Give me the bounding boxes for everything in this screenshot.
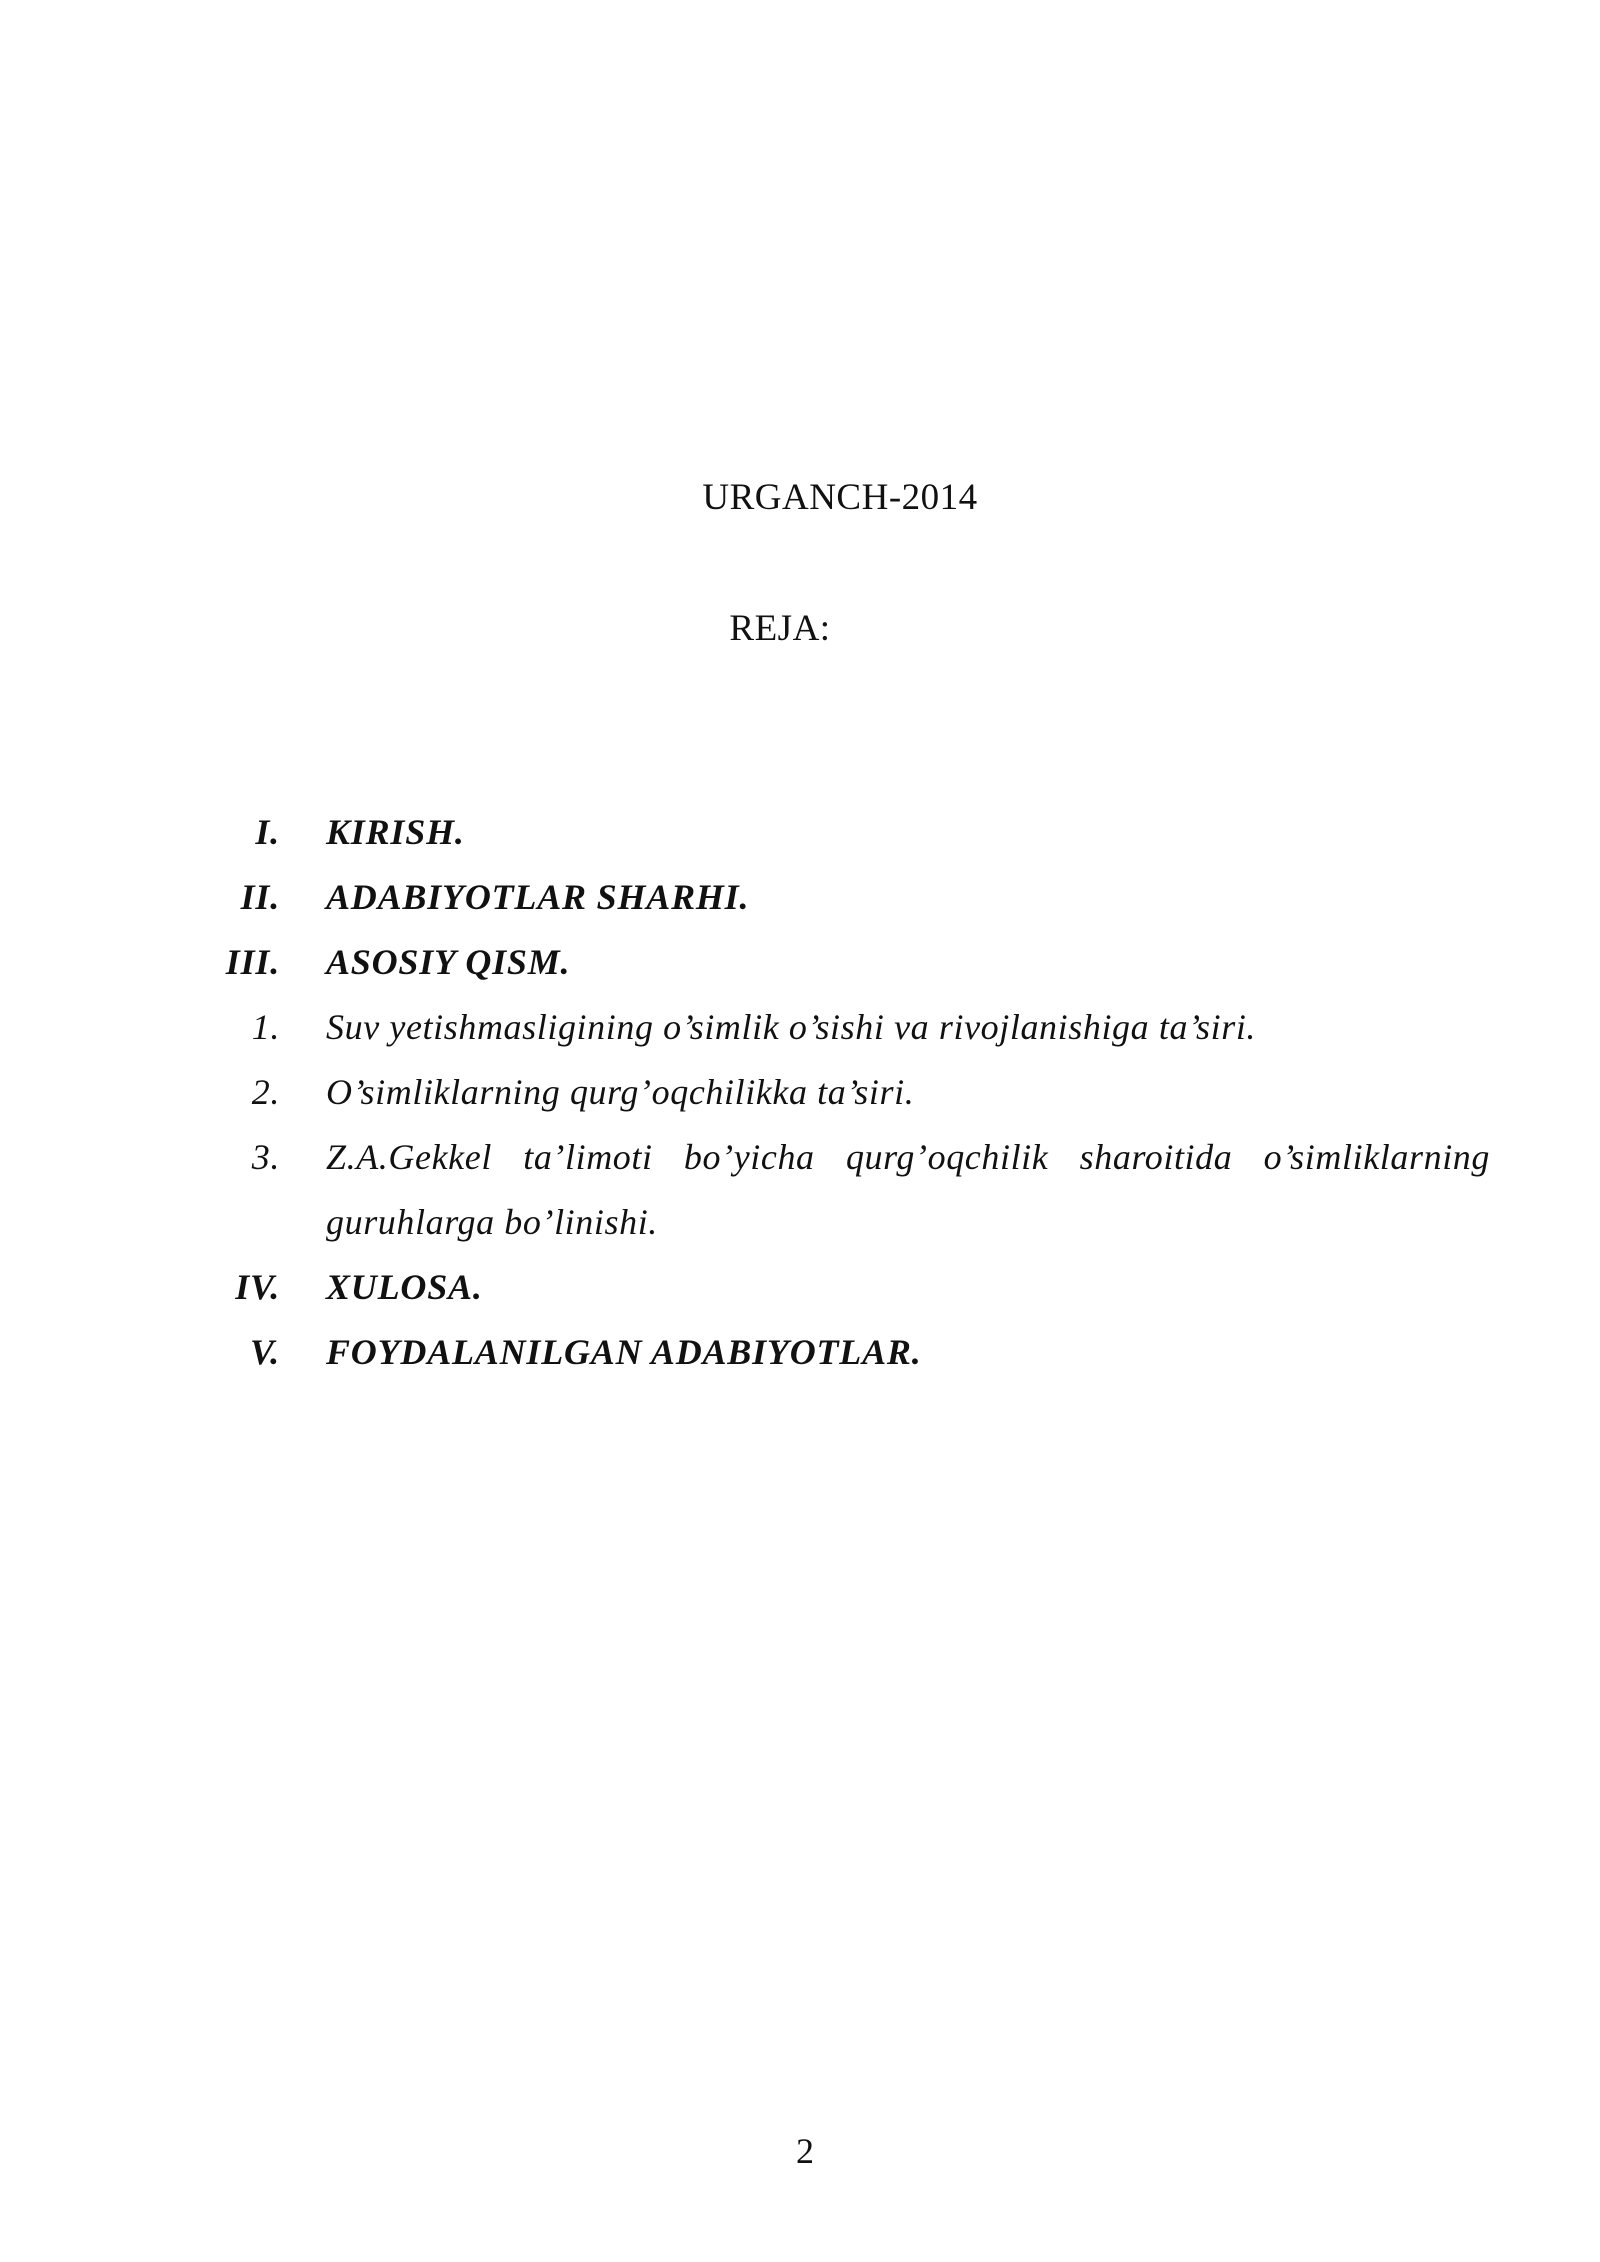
toc-marker: III. (225, 942, 280, 982)
plan-title: REJA: (729, 608, 831, 649)
toc-marker: 2. (251, 1072, 280, 1112)
toc-item-xulosa (160, 1255, 1490, 1320)
toc-marker: 1. (251, 1007, 280, 1047)
table-of-contents (160, 800, 1490, 1385)
toc-marker: 3. (251, 1137, 280, 1177)
toc-text: KIRISH. (326, 812, 465, 852)
toc-item-kirish (160, 800, 1490, 865)
toc-marker: IV. (235, 1267, 280, 1307)
toc-text: ADABIYOTLAR SHARHI. (326, 877, 750, 917)
toc-item-asosiy-qism (160, 930, 1490, 995)
toc-text: ASOSIY QISM. (326, 942, 571, 982)
toc-subitem-1 (160, 995, 1490, 1060)
toc-text: Suv yetishmasligining o’simlik o’sishi va rivojlanishiga ta’siri. (326, 1007, 1257, 1047)
toc-item-adabiyotlar-sharhi (160, 865, 1490, 930)
toc-text: XULOSA. (326, 1267, 483, 1307)
toc-text: FOYDALANILGAN ADABIYOTLAR. (326, 1332, 922, 1372)
toc-text: Z.A.Gekkel ta’limoti bo’yicha qurg’oqchilik sharoitida o’simliklarning guruhlarga bo’linishi. (326, 1137, 1490, 1242)
toc-marker: V. (250, 1332, 280, 1372)
toc-subitem-2 (160, 1060, 1490, 1125)
toc-marker: II. (240, 877, 280, 917)
city-year-heading: URGANCH-2014 (702, 477, 978, 518)
toc-item-foydalanilgan-adabiyotlar (160, 1320, 1490, 1385)
toc-text: O’simliklarning qurg’oqchilikka ta’siri. (326, 1072, 915, 1112)
toc-marker: I. (255, 812, 280, 852)
toc-subitem-3 (160, 1125, 1490, 1255)
page-number: 2 (796, 2131, 814, 2171)
